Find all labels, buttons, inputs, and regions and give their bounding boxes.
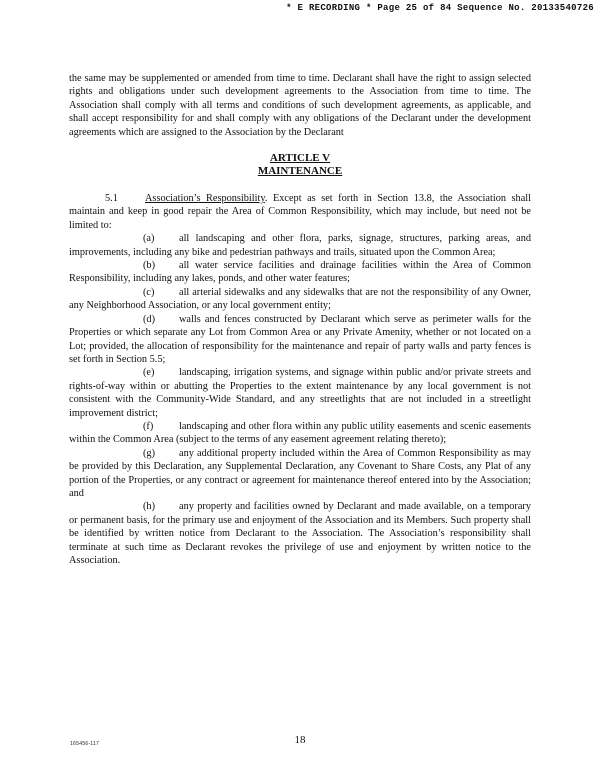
page-number: 18	[294, 734, 306, 746]
item-label: (h)	[143, 501, 156, 513]
list-item-e	[69, 366, 531, 420]
section-5-1	[69, 192, 531, 232]
list-item-a	[69, 232, 531, 259]
item-label: (f)	[143, 420, 154, 432]
list-item-g	[69, 447, 531, 501]
item-label: (a)	[143, 233, 155, 245]
item-label: (e)	[143, 367, 155, 379]
list-item-h	[69, 500, 531, 567]
item-text: all water service facilities and drainage facilities within the Area of Common Responsibility, including any lakes, ponds, and other water features;	[69, 260, 531, 285]
item-label: (b)	[143, 260, 156, 272]
item-text: walls and fences constructed by Declarant which serve as perimeter walls for the Properties or which separate any Lot from Common Area or any Private Amenity, whether or not located on a Lot; provided, the allocation of responsibility for the maintenance and repair of party walls and party fences is set forth in Section 5.5;	[69, 313, 531, 365]
item-text: all landscaping and other flora, parks, signage, structures, parking areas, and improvements, including any bike and pedestrian pathways and trails, situated upon the Common Area;	[69, 233, 531, 258]
item-text: landscaping and other flora within any public utility easements and scenic easements within the Common Area (subject to the terms of any easement agreement relating thereto);	[69, 420, 531, 446]
section-title: Association’s Responsibility	[145, 193, 265, 205]
article-number: ARTICLE V	[269, 152, 331, 165]
list-item-b	[69, 259, 531, 286]
article-heading	[69, 152, 531, 178]
item-text: all arterial sidewalks and any sidewalks that are not the responsibility of any Owner, any Neighborhood Association, or any local government entity;	[69, 286, 531, 312]
section-number: 5.1	[105, 193, 118, 205]
article-title: MAINTENANCE	[257, 165, 343, 178]
document-body	[69, 72, 531, 567]
item-text: any additional property included within the Area of Common Responsibility as may be provided by this Declaration, any Supplemental Declaration, any Covenant to Share Costs, any Plat of any portion of the Properties, or any contract or agreement for maintenance thereof entered into by the Association; and	[69, 447, 531, 499]
list-item-f	[69, 420, 531, 447]
document-id: 165456-117	[70, 741, 99, 747]
recording-header: * E RECORDING * Page 25 of 84 Sequence No. 20133540726	[286, 3, 594, 13]
list-item-c	[69, 286, 531, 313]
item-label: (c)	[143, 286, 155, 298]
item-text: landscaping, irrigation systems, and signage within public and/or private streets and rights-of-way within or abutting the Properties to the extent maintenance by any local government is not consistent with the Community-Wide Standard, and any streetlights that are not included in a streetlight improvement district;	[69, 367, 531, 419]
item-label: (g)	[143, 447, 156, 459]
section-text: . Except as set forth in Section 13.8, the Association shall maintain and keep in good repair the Area of Common Responsibility, which may include, but need not be limited to:	[69, 193, 531, 231]
item-text: any property and facilities owned by Declarant and made available, on a temporary or permanent basis, for the primary use and enjoyment of the Association and its Members. Such property shall be identified by written notice from Declarant to the Association. The Association’s responsibility shall terminate at such time as Declarant revokes the privilege of use and enjoyment by written notice to the Association.	[69, 501, 531, 566]
list-item-d	[69, 313, 531, 367]
intro-paragraph: the same may be supplemented or amended from time to time. Declarant shall have the right to assign selected rights and obligations under such development agreements to the Association from time to time. The Association shall comply with all terms and conditions of such development agreements, as applicable, and shall accept responsibility for and shall comply with any obligations of the Declarant under the development agreements which are assigned to the Association by the Declarant	[69, 73, 531, 138]
item-label: (d)	[143, 313, 156, 325]
